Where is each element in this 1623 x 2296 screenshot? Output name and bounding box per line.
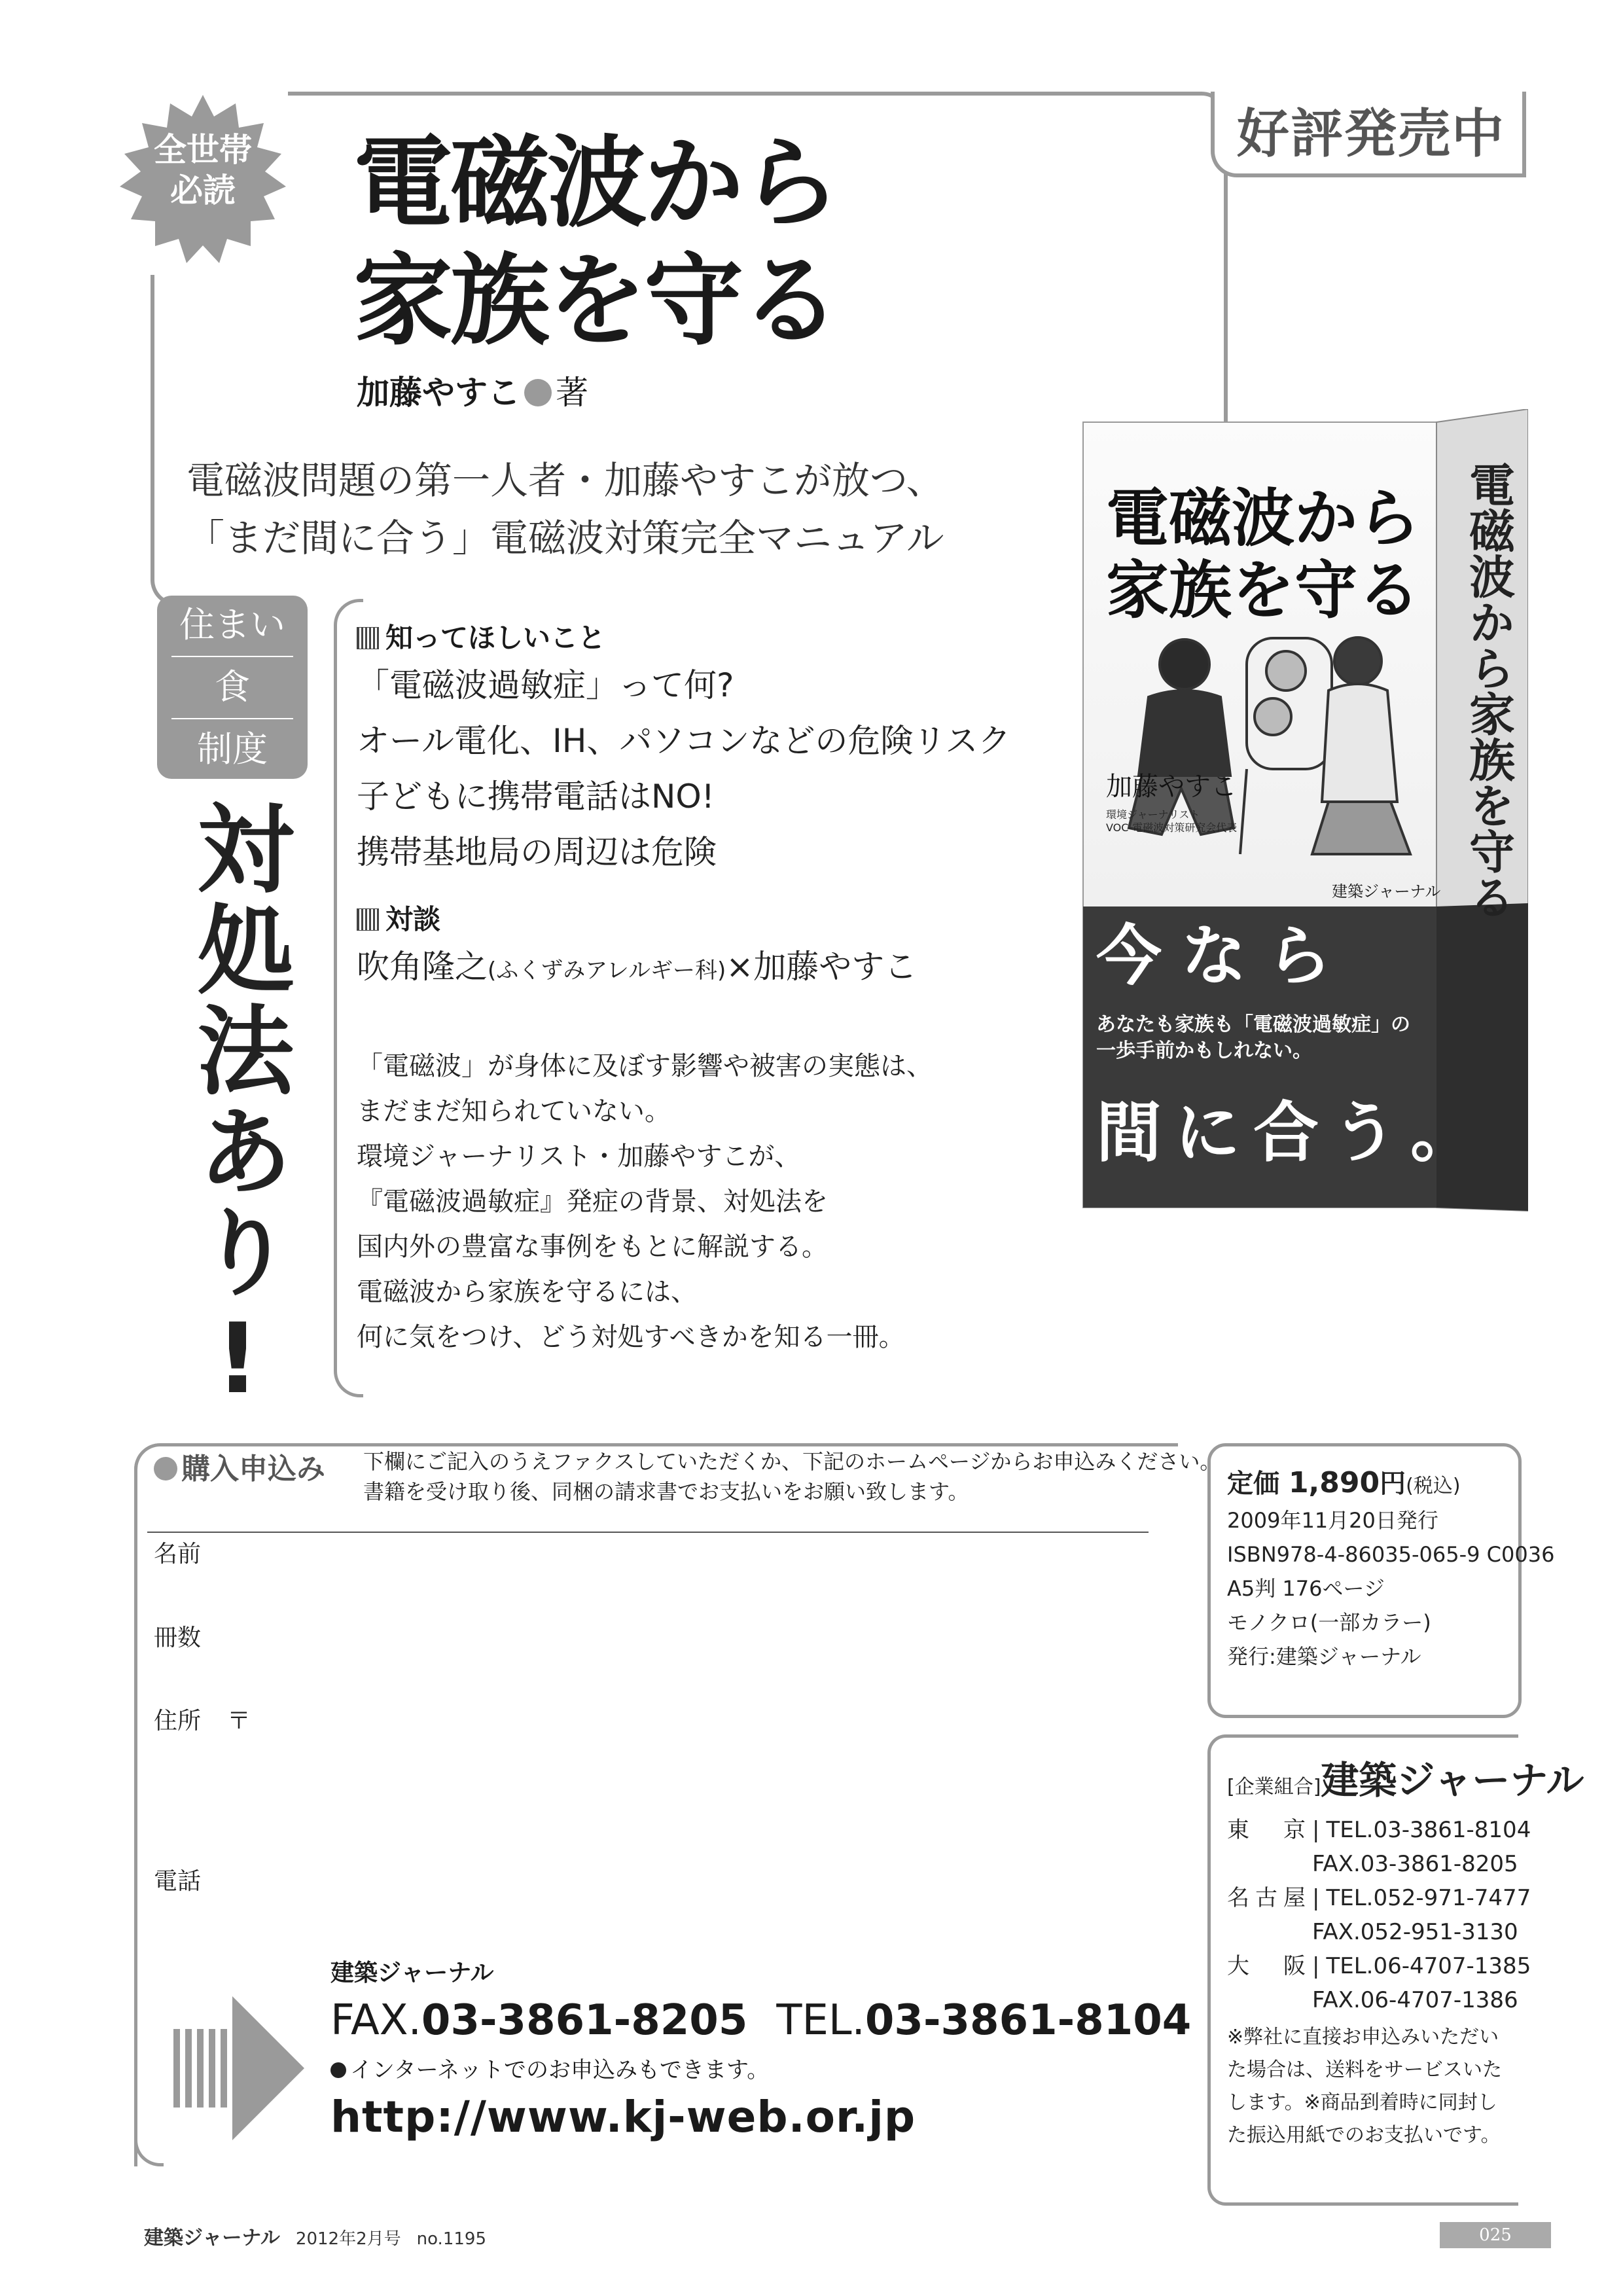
field-divider [147, 1532, 1149, 1533]
tagline: 電磁波問題の第一人者・加藤やすこが放つ、 「まだ間に合う」電磁波対策完全マニュアル [187, 458, 944, 560]
list-item: オール電化、IH、パソコンなどの危険リスク [357, 722, 1011, 760]
price-line: 定価 1,890円(税込) [1227, 1466, 1461, 1499]
category-food: 食 [215, 666, 250, 708]
fax-tel-line [330, 1993, 1191, 2048]
guest-affiliation: (ふくずみアレルギー科) [488, 958, 726, 984]
order-note: ※弊社に直接お申込みいただいた場合は、送料をサービスいたします。※商品到着時に同封した振込用紙でのお支払いです。 [1227, 2026, 1502, 2147]
hatched-square-icon [357, 908, 379, 931]
book-cover-image [1070, 409, 1528, 1214]
section-knowledge-heading: 知ってほしいこと [357, 619, 605, 658]
order-instructions: 下欄にご記入のうえファクスしていただくか、下記のホームページからお申込みください。 書籍を受け取り後、同梱の請求書でお支払いをお願い致します。 [363, 1449, 1221, 1504]
description-paragraph: 「電磁波」が身体に及ぼす影響や被害の実態は、 まだまだ知られていない。 環境ジャーナリスト・加藤やすこが、 『電磁波過敏症』発症の背景、対処法を 国内外の豊富な事例をもとに解説する。 電磁波から家族を守るには、 何に気をつけ、どう対処すべきかを知る一冊。 [357, 1051, 933, 1352]
category-divider [171, 656, 293, 657]
office-osaka-fax: FAX.06-4707-1386 [1312, 1987, 1518, 2013]
office-osaka-tel: 大阪 | TEL.06-4707-1385 [1227, 1953, 1531, 1979]
list-item: 「電磁波過敏症」って何? [357, 666, 734, 704]
status-label: 好評発売中 [1237, 103, 1505, 164]
author-line [357, 370, 588, 416]
org-type: [企業組合] [1227, 1776, 1321, 1799]
arrow-icon [173, 1990, 304, 2147]
cover-band-big1: 今なら [1096, 917, 1351, 994]
order-label: 購入申込み [154, 1446, 325, 1492]
footer-magazine: 建築ジャーナル [144, 2227, 280, 2250]
cover-spine-title: 電磁波から家族を守る [1461, 461, 1516, 920]
order-dot-icon [154, 1457, 177, 1480]
quantity-field-label: 冊数 [154, 1624, 202, 1651]
publish-date: 2009年11月20日発行 [1227, 1508, 1438, 1533]
book-title: 電磁波から 家族を守る [353, 125, 838, 359]
fax-number: 03-3861-8205 [421, 1996, 748, 2045]
footer-info [144, 2225, 486, 2252]
bullet-dot-icon [330, 2062, 346, 2078]
postal-mark: 〒 [227, 1708, 251, 1734]
cover-publisher: 建築ジャーナル [1332, 882, 1441, 901]
website-url[interactable]: http://www.kj-web.or.jp [330, 2092, 916, 2142]
book-info [1227, 1466, 1554, 1674]
office-nagoya-fax: FAX.052-951-3130 [1312, 1919, 1518, 1945]
cover-title-line1: 電磁波から [1106, 481, 1420, 555]
badge-text: 全世帯 必読 [154, 131, 252, 209]
cover-title-line2: 家族を守る [1106, 553, 1420, 627]
hatched-square-icon [357, 627, 379, 649]
guest-name: 吹角隆之 [357, 948, 488, 986]
category-divider [171, 718, 293, 719]
address-field-label: 住所 〒 [154, 1708, 251, 1734]
cover-author: 加藤やすこ [1106, 772, 1237, 802]
cover-band-big2: 間に合う。 [1096, 1094, 1489, 1171]
office-tokyo-fax: FAX.03-3861-8205 [1312, 1851, 1518, 1877]
publisher-logo-text: 建築ジャーナル [1321, 1758, 1584, 1803]
color-info: モノクロ(一部カラー) [1227, 1610, 1431, 1635]
author-suffix: 著 [556, 374, 588, 412]
order-publisher-name: 建築ジャーナル [330, 1960, 494, 1986]
category-system: 制度 [197, 728, 268, 770]
list-item: 子どもに携帯電話はNO! [357, 778, 715, 816]
left-frame [151, 275, 181, 606]
isbn: ISBN978-4-86035-065-9 C0036 [1227, 1542, 1555, 1567]
office-tokyo-tel: 東京 | TEL.03-3861-8104 [1227, 1817, 1531, 1843]
page-number: 025 [1479, 2225, 1512, 2245]
category-housing: 住まい [179, 604, 285, 645]
author-dot [524, 379, 552, 406]
tel-number: 03-3861-8104 [865, 1996, 1192, 2045]
publisher-header [1227, 1754, 1584, 1814]
section-dialogue-heading: 対談 [357, 900, 440, 939]
dialogue-participants [357, 939, 917, 999]
name-field-label: 名前 [154, 1541, 202, 1568]
phone-field-label: 電話 [154, 1868, 202, 1895]
vertical-headline: 対処法あり! [181, 798, 294, 1419]
internet-note: インターネットでのお申込みもできます。 [330, 2054, 769, 2087]
publisher-info: 発行:建築ジャーナル [1227, 1644, 1421, 1669]
footer-issue: 2012年2月号 [295, 2229, 401, 2249]
format: A5判 176ページ [1227, 1576, 1385, 1601]
cover-band-text1: あなたも家族も「電磁波過敏症」の [1096, 1013, 1410, 1036]
cover-author-role2: VOC-電磁波対策研究会代表 [1106, 821, 1238, 834]
fax-label: FAX. [330, 1996, 421, 2045]
tel-label: TEL. [776, 1996, 865, 2045]
author-name: 加藤やすこ [357, 374, 520, 412]
footer-number: no.1195 [416, 2229, 486, 2249]
cover-band-text2: 一歩手前かもしれない。 [1096, 1039, 1312, 1062]
office-nagoya-tel: 名古屋 | TEL.052-971-7477 [1227, 1885, 1531, 1911]
cover-author-role1: 環境ジャーナリスト [1106, 808, 1200, 821]
list-item: 携帯基地局の周辺は危険 [357, 833, 717, 871]
with-author: ×加藤やすこ [726, 948, 918, 986]
